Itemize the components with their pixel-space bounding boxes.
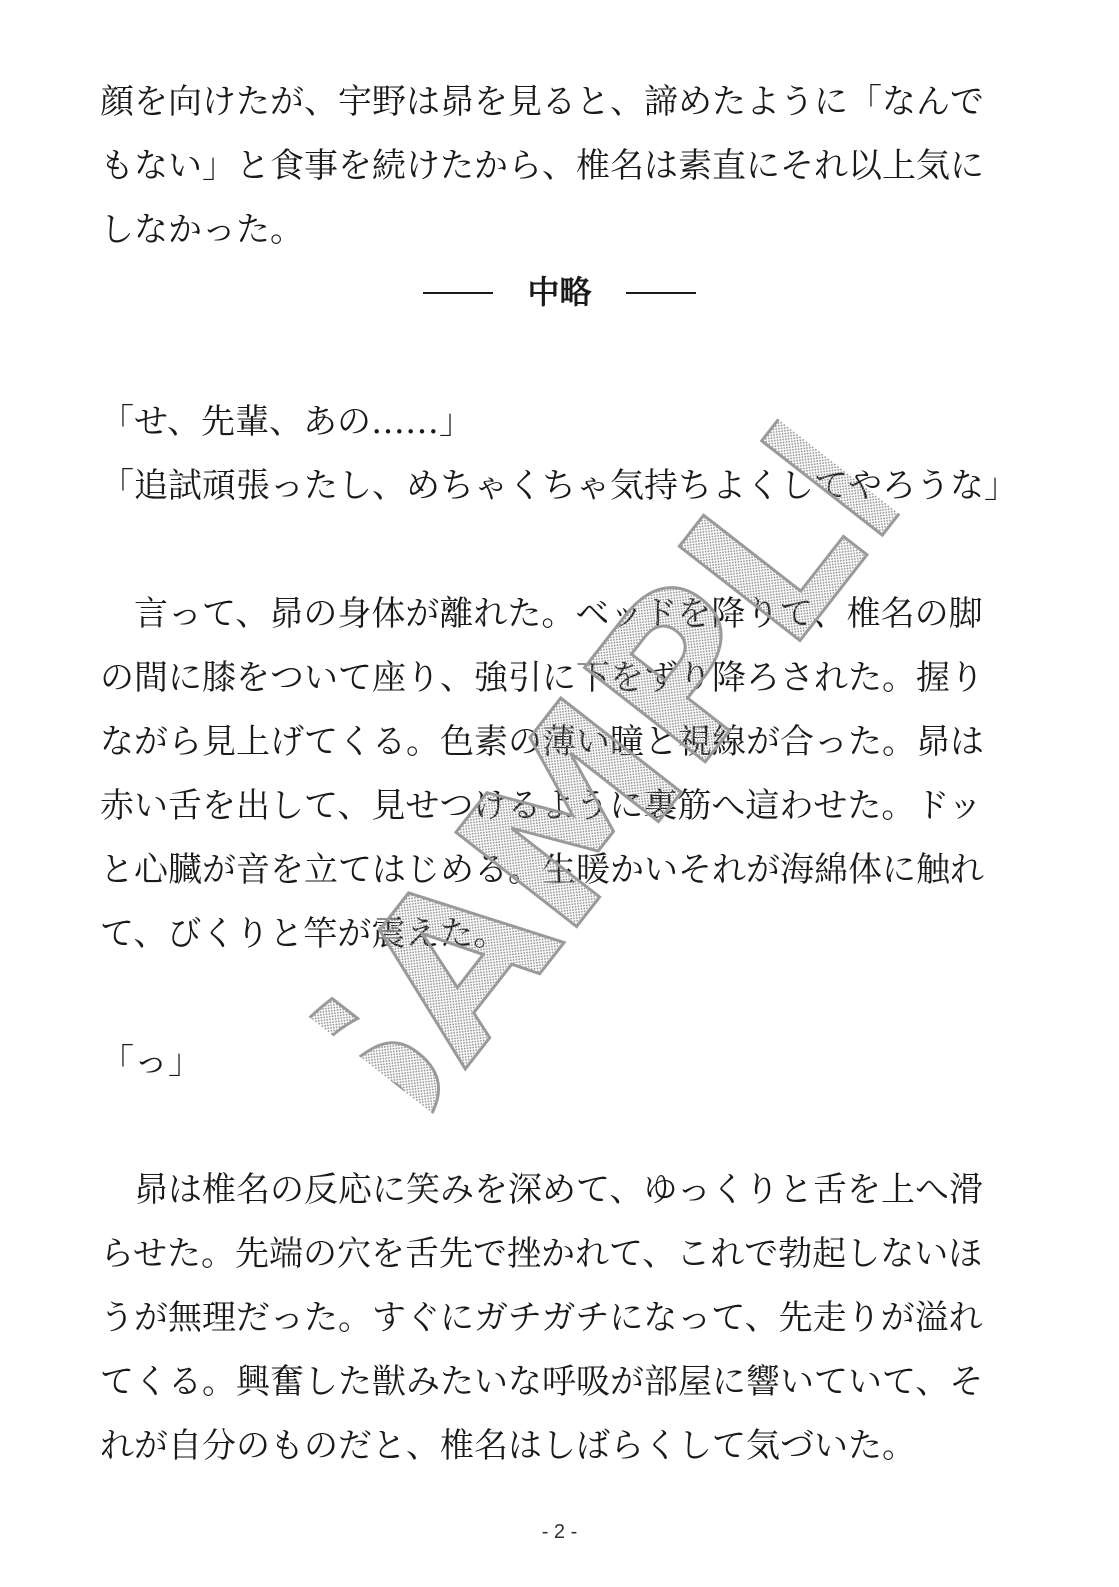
body-line: らせた。先端の穴を舌先で挫かれて、これで勃起しないほ (100, 1234, 983, 1274)
body-line: ながら見上げてくる。色素の薄い瞳と視線が合った。昴は (100, 722, 984, 762)
body-line: の間に膝をついて座り、強引に下をずり降ろされた。握り (100, 658, 984, 698)
body-line: れが自分のものだと、椎名はしばらくして気づいた。 (100, 1426, 916, 1466)
dialogue-line: 「っ」 (100, 1042, 202, 1082)
dialogue-line: 「せ、先輩、あの……」 (100, 402, 473, 442)
section-break (0, 272, 1119, 312)
body-line: もない」と食事を続けたから、椎名は素直にそれ以上気に (100, 146, 984, 186)
page-number: - 2 - (541, 1521, 578, 1543)
dialogue-line: 「追試頑張ったし、めちゃくちゃ気持ちよくしてやろうな」 (100, 466, 1018, 506)
body-line: て、びくりと竿が震えた。 (100, 914, 508, 954)
section-break-label: 中略 (527, 273, 592, 311)
body-line: 赤い舌を出して、見せつけるように裏筋へ這わせた。ドッ (100, 786, 982, 826)
body-line: 顔を向けたが、宇野は昴を見ると、諦めたように「なんで (100, 82, 984, 122)
body-line: しなかった。 (100, 210, 304, 250)
body-line: てくる。興奮した獣みたいな呼吸が部屋に響いていて、そ (100, 1362, 984, 1402)
dash-right (626, 292, 696, 294)
body-line: うが無理だった。すぐにガチガチになって、先走りが溢れ (100, 1298, 983, 1338)
watermark-text: SAMPLE (273, 390, 947, 1150)
body-line: 昴は椎名の反応に笑みを深めて、ゆっくりと舌を上へ滑 (134, 1170, 983, 1210)
body-line: 言って、昴の身体が離れた。ベッドを降りて、椎名の脚 (134, 594, 983, 634)
body-line: と心臓が音を立てはじめる。生暖かいそれが海綿体に触れ (100, 850, 984, 890)
dash-left (423, 292, 493, 294)
